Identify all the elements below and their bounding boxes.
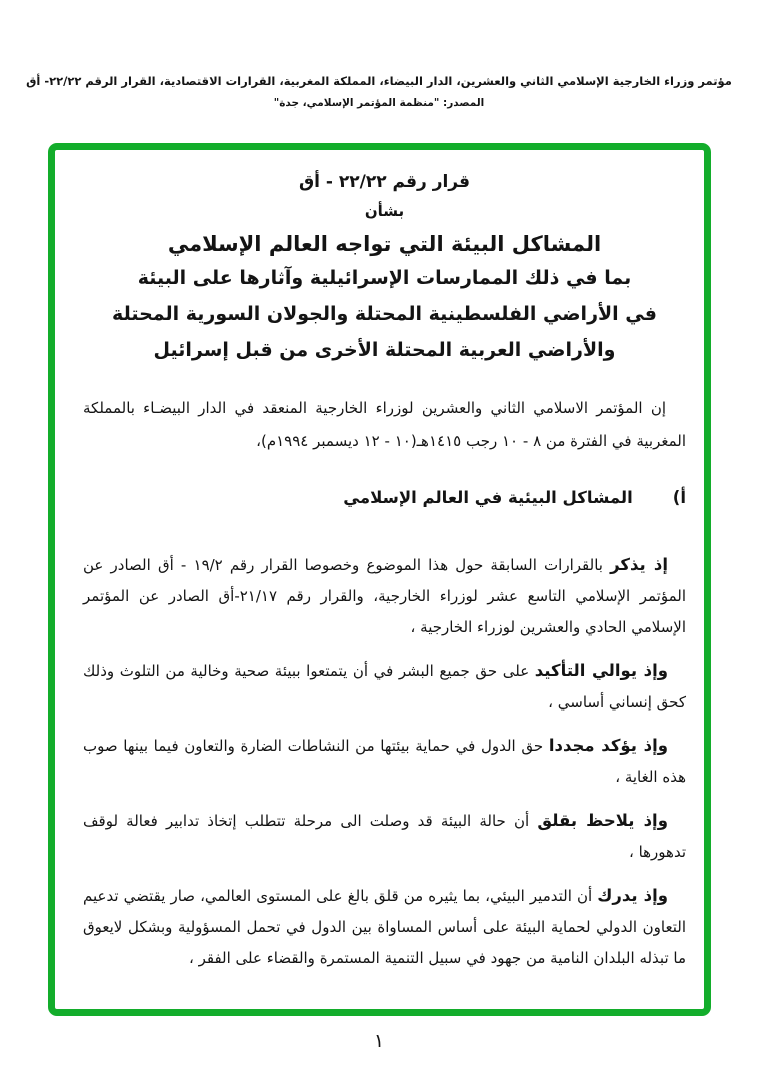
resolution-subject-line1: المشاكل البيئة التي تواجه العالم الإسلامي	[167, 232, 602, 256]
clause-lead: وإذ يلاحظ بقلق	[537, 811, 668, 830]
resolution-title-block	[83, 170, 686, 364]
resolution-number: قرار رقم ٢٢/٢٢ - أق	[298, 172, 471, 192]
section-marker: أ)	[672, 488, 686, 507]
clause-text: أن التدمير البيئي، بما يثيره من قلق بالغ على المستوى العالمي، صار يقتضي تدعيم التعاون الدولي لحماية البيئة على أساس المساواة بين الدول في تحمل المسؤولية وبشكل لايعوق ما تبذله البلدان النامية من جهود في سبيل التنمية المستمرة والقضاء على الفقر ،	[83, 887, 686, 967]
page-number: ١	[373, 1030, 385, 1052]
clause-paragraph	[83, 549, 686, 643]
clause-lead: إذ يذكر	[610, 555, 668, 574]
clause-paragraph	[83, 730, 686, 793]
resolution-subject-line2: بما في ذلك الممارسات الإسرائيلية وآثارها على البيئة	[137, 267, 632, 289]
preamble-paragraph: إن المؤتمر الاسلامي الثاني والعشرين لوزراء الخارجية المنعقد في الدار البيضـاء بالمملكة المغربية في الفترة من ٨ - ١٠ رجب ١٤١٥هـ(١٠ - ١٢ ديسمبر ١٩٩٤م)،	[83, 399, 686, 450]
clause-paragraph	[83, 805, 686, 868]
clause-lead: وإذ يوالي التأكيد	[534, 661, 668, 680]
source-header	[0, 74, 758, 109]
clause-paragraph	[83, 880, 686, 974]
clause-text: حق الدول في حماية بيئتها من النشاطات الضارة والتعاون فيما بينها صوب هذه الغاية ،	[83, 737, 686, 786]
source-header-source: المصدر: "منظمة المؤتمر الإسلامي، جدة"	[273, 97, 485, 109]
clause-text: بالقرارات السابقة حول هذا الموضوع وخصوصا القرار رقم ١٩/٢ - أق الصادر عن المؤتمر الإسلامي التاسع عشر لوزراء الخارجية، والقرار رقم ٢١/١٧-أق الصادر عن المؤتمر الإسلامي الحادي والعشرين لوزراء الخارجية ،	[83, 556, 686, 636]
section-heading-row	[83, 488, 686, 507]
clause-lead: وإذ يؤكد مجددا	[548, 736, 668, 755]
clause-text: أن حالة البيئة قد وصلت الى مرحلة تتطلب إتخاذ تدابير فعالة لوقف تدهورها ،	[83, 812, 686, 861]
section-title: المشاكل البيئية في العالم الإسلامي	[343, 488, 633, 507]
clause-lead: وإذ يدرك	[597, 886, 668, 905]
resolution-concerning: بشأن	[364, 202, 405, 220]
source-header-citation: مؤتمر وزراء الخارجية الإسلامي الثاني والعشرين، الدار البيضاء، المملكة المغربية، القرارات الاقتصادية، القرار الرقم ٢٢/٢٢- أق	[26, 74, 732, 88]
document-frame	[48, 143, 711, 1016]
clause-text: على حق جميع البشر في أن يتمتعوا ببيئة صحية وخالية من التلوث وذلك كحق إنساني أساسي ،	[83, 662, 686, 711]
resolution-subject-line4: والأراضي العربية المحتلة الأخرى من قبل إسرائيل	[153, 339, 616, 361]
resolution-subject-line3: في الأراضي الفلسطينية المحتلة والجولان السورية المحتلة	[112, 303, 657, 325]
clause-paragraph	[83, 655, 686, 718]
